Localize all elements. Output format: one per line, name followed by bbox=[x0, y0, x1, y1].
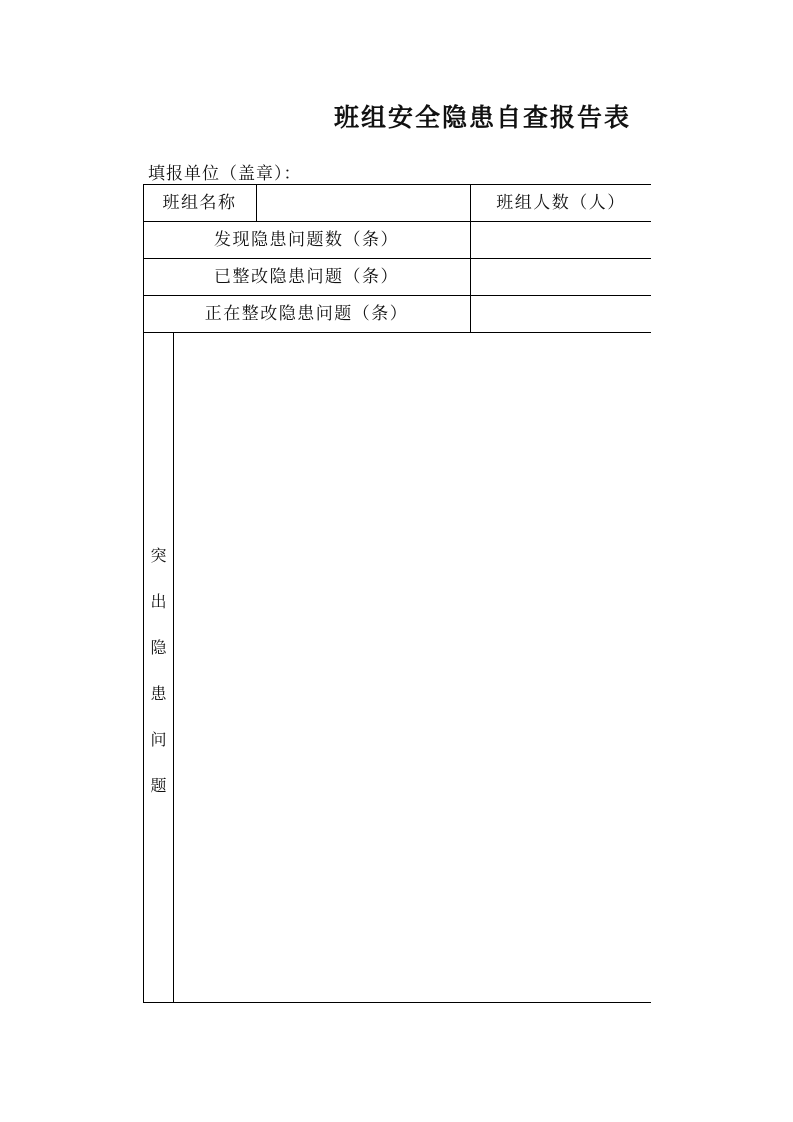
key-issues-label-char: 题 bbox=[150, 776, 167, 795]
hazards-fixing-label: 正在整改隐患问题（条） bbox=[204, 304, 409, 324]
hazards-fixed-field[interactable] bbox=[471, 259, 651, 295]
key-issues-label-char: 突 bbox=[150, 546, 167, 565]
hazards-found-label: 发现隐患问题数（条） bbox=[214, 230, 399, 250]
key-issues-label-char: 问 bbox=[150, 730, 167, 749]
table-border-bottom bbox=[143, 1002, 651, 1003]
reporting-unit-label: 填报单位（盖章）： bbox=[148, 164, 302, 184]
key-issues-field[interactable] bbox=[174, 333, 651, 1002]
key-issues-label-char: 出 bbox=[150, 592, 167, 611]
hazards-fixed-label: 已整改隐患问题（条） bbox=[214, 267, 399, 287]
report-title: 班组安全隐患自查报告表 bbox=[334, 103, 632, 132]
team-name-field[interactable] bbox=[257, 185, 470, 221]
key-issues-label bbox=[143, 533, 174, 809]
key-issues-label-char: 隐 bbox=[150, 638, 167, 657]
hazards-found-field[interactable] bbox=[471, 222, 651, 258]
team-name-label: 班组名称 bbox=[162, 193, 237, 213]
hazards-fixing-field[interactable] bbox=[471, 296, 651, 332]
key-issues-label-char: 患 bbox=[150, 684, 167, 703]
team-size-label: 班组人数（人） bbox=[496, 193, 626, 213]
